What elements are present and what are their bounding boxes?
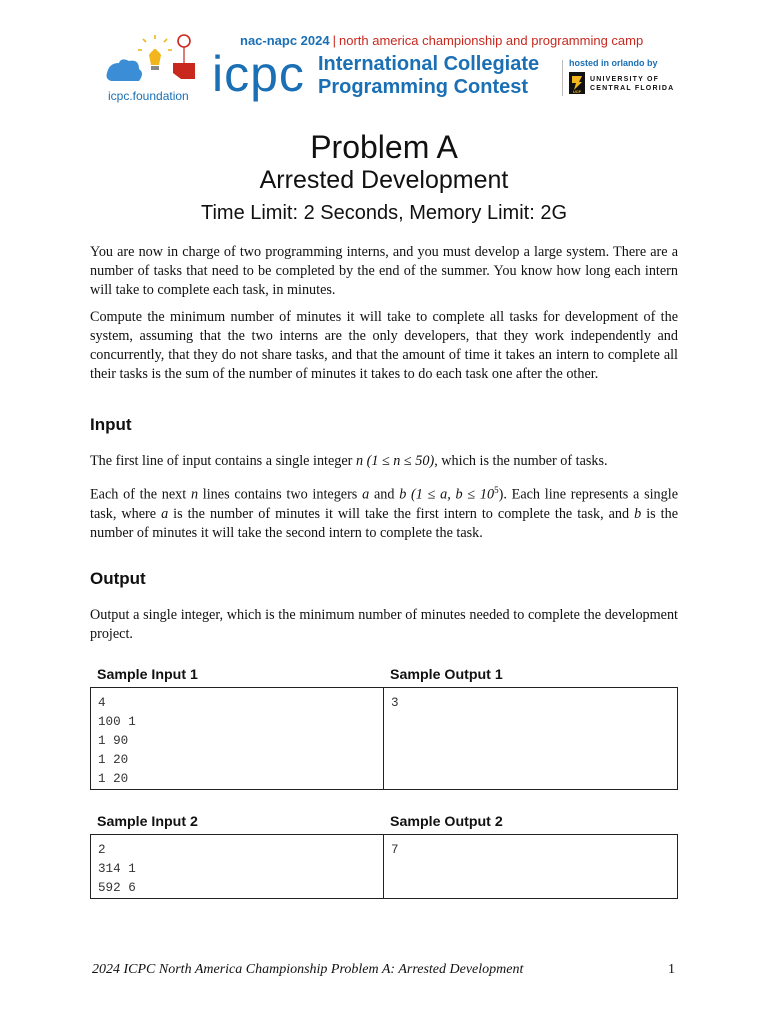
input-math-n: n (1 ≤ n ≤ 50) [355,453,435,469]
input2-var-b: b [399,486,407,503]
footer-text: 2024 ICPC North America Championship Problem A: Arrested Development [92,962,524,977]
input2-text-f: is the number of minutes it will take the second intern to complete the task. [90,505,678,541]
input-heading: Input [90,415,132,434]
input2-text-d: ). Each line represents a single task, where [90,486,678,522]
university-line2: CENTRAL FLORIDA [590,85,675,92]
problem-title: Problem A [310,129,458,165]
sample-output-2 [384,835,677,898]
sample-input-1-line: 1 20 [98,753,129,767]
input-text-b: , which is the number of tasks. [434,453,608,469]
input2-text-e: is the number of minutes it will take the first intern to complete the task, and [168,505,635,522]
ucf-mark: UCF [572,89,582,94]
input2-exponent: 5 [494,485,499,495]
sample-1-box [90,687,678,790]
contest-tag: nac-napc 2024 [240,33,330,48]
input2-range: (1 ≤ a, b ≤ 10 [406,486,495,503]
sample-output-2-line: 7 [391,843,399,857]
input2-var-a-2: a [161,505,169,522]
hosted-label: hosted in orlando by [569,58,658,68]
output-heading: Output [90,569,146,588]
contest-name-line1: International Collegiate [318,53,540,75]
sample-output-1-line: 3 [391,696,399,710]
ucf-pegasus-logo [569,72,585,94]
contest-name [318,53,539,99]
sample-output-2-label: Sample Output 2 [390,814,503,830]
sample-input-2-line: 314 1 [98,862,136,876]
input-paragraph-1 [90,452,678,471]
problem-limits: Time Limit: 2 Seconds, Memory Limit: 2G [200,202,568,224]
sample-input-1-line: 1 20 [98,772,129,786]
sample-2-box [90,834,678,899]
camp-label: north america championship and programming camp [339,33,644,48]
sample-output-1-label: Sample Output 1 [390,667,503,683]
input2-var-a: a [362,486,370,503]
sample-input-2-line: 2 [98,843,106,857]
sample-input-2-label: Sample Input 2 [97,814,198,830]
input-paragraph-2 [90,481,678,543]
statement-paragraph-2: Compute the minimum number of minutes it will take to complete all tasks for development of the system, assuming that the two interns are the only developers, that they work independently and concurrently, that they do not share tasks, and that the amount of time it takes an intern to complete all their tasks is the sum of the number of minutes it takes to do each task one after the other. [90,309,678,382]
sample-input-1-label: Sample Input 1 [97,667,198,683]
university-line1: UNIVERSITY OF [590,76,660,83]
header-divider [562,60,563,96]
input-text-a: The first line of input contains a single integer [90,453,356,469]
sample-input-1-line: 100 1 [98,715,136,729]
foundation-label: icpc.foundation [108,89,189,103]
problem-name: Arrested Development [259,166,509,194]
output-paragraph: Output a single integer, which is the minimum number of minutes needed to complete the development project. [90,607,678,642]
sample-input-2 [91,835,384,898]
sample-input-1-line: 4 [98,696,106,710]
input2-var-b-2: b [634,505,642,522]
sample-input-1 [91,688,384,789]
university-name [590,75,674,93]
input2-var-n: n [190,486,199,503]
page-number: 1 [668,962,675,977]
icpc-wordmark: icpc [212,46,305,102]
input2-text-c: and [369,486,400,503]
input2-text-a: Each of the next [90,486,191,503]
sample-output-1 [384,688,677,789]
sample-input-1-line: 1 90 [98,734,129,748]
sample-input-2-line: 592 6 [98,881,136,895]
input2-text-b: lines contains two integers [198,486,363,503]
icpc-foundation-logo [105,33,200,91]
contest-name-line2: Programming Contest [318,76,529,98]
banner-separator: | [332,33,336,48]
statement-paragraph-1: You are now in charge of two programming interns, and you must develop a large system. There are a number of tasks that need to be completed by the end of the summer. You know how long each intern will take to complete each task, in minutes. [90,244,678,298]
